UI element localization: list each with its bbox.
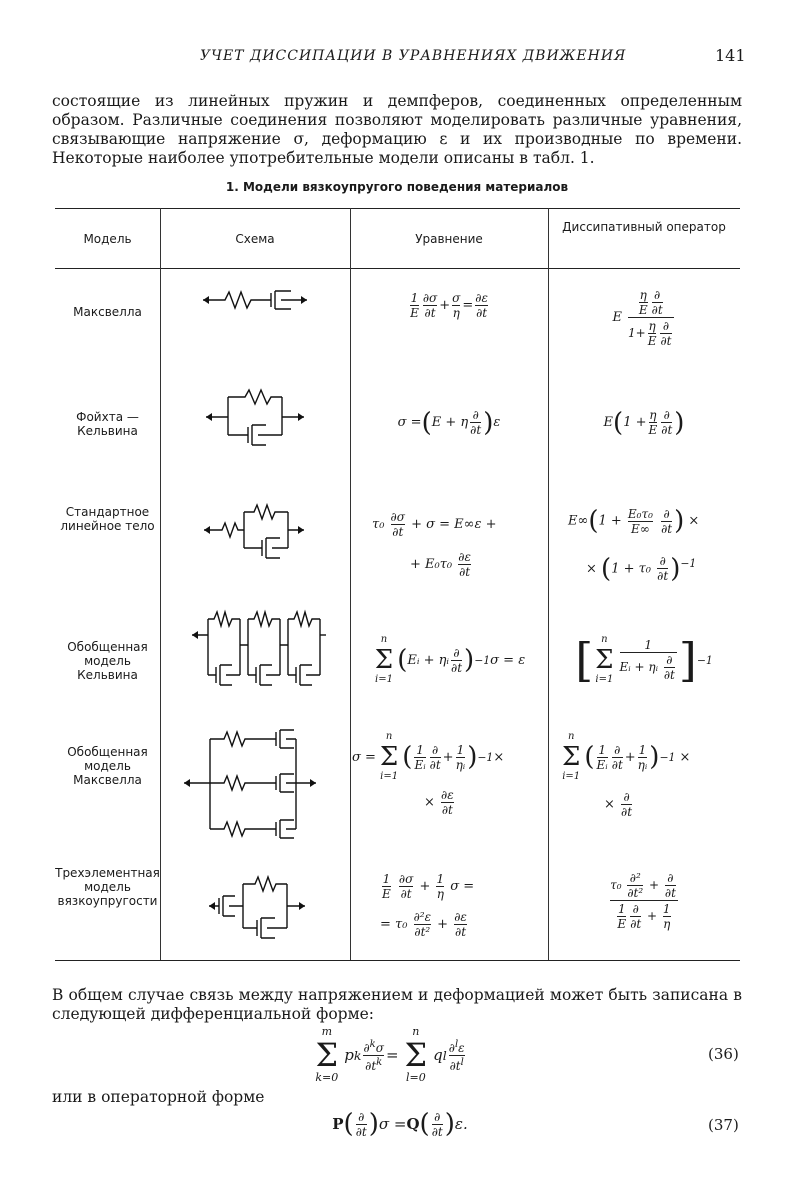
model-name-standard: Стандартное линейное тело — [60, 505, 155, 533]
table-header-rule — [55, 268, 740, 269]
column-header-model: Модель — [83, 232, 132, 246]
equation-37-label: (37) — [708, 1116, 739, 1134]
standard-solid-scheme-diagram — [200, 500, 310, 560]
operator-form-text: или в операторной форме — [52, 1088, 265, 1106]
equation-voigt: σ = ( E + η $\frac{\partial}{\partial t}$ ) ε — [397, 407, 501, 438]
model-name-voigt: Фойхта — Кельвина — [76, 410, 139, 438]
outro-paragraph: В общем случае связь между напряжением и деформацией может быть записана в следующей дифференциальной форме: — [52, 986, 742, 1023]
column-header-operator: Диссипативный оператор — [562, 220, 726, 234]
model-name-maxwell: Максвелла — [73, 305, 142, 319]
table-bottom-rule — [55, 960, 740, 961]
running-header-title: УЧЕТ ДИССИПАЦИИ В УРАВНЕНИЯХ ДВИЖЕНИЯ — [200, 48, 627, 64]
intro-paragraph: состоящие из линейных пружин и демпферов, соединенных определенным образом. Различные соединения позволяют моделировать различные уравнения, связывающие напряжение σ, деформацию ε и их производные по времени. Некоторые наиболее употребительные модели описаны в табл. 1. — [52, 92, 742, 167]
column-header-scheme: Схема — [235, 232, 275, 246]
operator-gen-kelvin: [ n Σ i=1 1 Eᵢ + ηᵢ $\frac{\partial}{\partial t}$ ] −1 — [575, 633, 713, 687]
equation-37: P ( $\frac{\partial}{\partial t}$ ) σ = Q ( $\frac{\partial}{\partial t}$ ) ε. — [332, 1109, 468, 1139]
equation-standard: τ₀ $\frac{\partial\sigma}{\partial t}$ + σ = E∞ε + + E₀τ₀ $\frac{\partial\varepsilon}{\partial t}$ — [372, 510, 497, 579]
operator-standard: E∞(1 + $\frac{\text{E₀τ₀}}{E\infty}$ $\frac{\partial}{\partial t}$ ) × × (1 + τ₀ $\frac{\partial}{\partial t}$ )$^{-1}$ — [568, 506, 700, 584]
equation-36: m Σ k=0 p k $\frac{\partial^k\sigma}{\partial t^k}$ = n Σ l=0 q l $\frac{\partial^l\varepsilon}{\partial t^l}$ — [315, 1025, 465, 1084]
column-divider — [160, 208, 161, 960]
model-name-gen-kelvin: Обобщенная модель Кельвина — [67, 640, 148, 682]
model-name-gen-maxwell: Обобщенная модель Максвелла — [67, 745, 148, 787]
operator-voigt: E ( 1 + $\frac{\eta}{E}$ $\frac{\partial}{\partial t}$ ) — [603, 407, 685, 438]
operator-gen-maxwell: n Σ i=1 ( $\frac{1}{\text{Eᵢ}}$ $\frac{\partial}{\partial t}$ + $\frac{1}{\text{ηᵢ}}$ ) −1 × × $\frac{\partial}{\partial t}$ — [562, 731, 691, 819]
equation-maxwell: $\frac{1}{E}$ $\frac{\partial\sigma}{\partial t}$ + $\frac{\sigma}{\eta}$ = $\frac{\partial\varepsilon}{\partial t}$ — [410, 290, 488, 320]
page-number: 141 — [715, 46, 746, 65]
operator-three-element: τ₀ $\frac{\text{∂²}}{\text{∂t²}}$ + $\frac{\partial}{\partial t}$ $\frac{1}{E}$ $\frac{\partial}{\partial t}$ + $\frac{1}{\eta}$ — [610, 870, 676, 931]
model-name-three-element: Трехэлементная модель вязкоупругости — [55, 866, 160, 908]
operator-maxwell: E $\frac{\eta}{E}$ $\frac{\partial}{\partial t}$ 1+ $\frac{\eta}{E}$ $\frac{\partial}{\partial t}$ — [612, 288, 672, 348]
equation-gen-maxwell: σ = n Σ i=1 ( $\frac{1}{\text{Eᵢ}}$ $\frac{\partial}{\partial t}$ + $\frac{1}{\text{ηᵢ}}$ ) −1 × × $\frac{\partial\varepsilon}{\partial t}$ — [352, 731, 505, 817]
column-header-equation: Уравнение — [415, 232, 483, 246]
voigt-scheme-diagram — [200, 385, 310, 450]
generalized-maxwell-scheme-diagram — [180, 725, 320, 845]
equation-36-label: (36) — [708, 1045, 739, 1063]
table-top-rule — [55, 208, 740, 209]
equation-gen-kelvin: n Σ i=1 ( Eᵢ + ηᵢ $\frac{\partial}{\partial t}$ ) −1 σ = ε — [374, 634, 526, 685]
maxwell-scheme-diagram — [195, 285, 315, 315]
equation-three-element: $\frac{1}{E}$ $\frac{\partial\sigma}{\partial t}$ + $\frac{1}{\eta}$ σ = = τ₀ $\frac{\text{∂²ε}}{\text{∂t²}}$ + $\frac{\partial\varepsilon}{\partial t}$ — [380, 872, 475, 939]
generalized-kelvin-scheme-diagram — [188, 605, 328, 690]
three-element-scheme-diagram — [205, 870, 310, 940]
table-caption: 1. Модели вязкоупругого поведения материалов — [225, 180, 569, 194]
